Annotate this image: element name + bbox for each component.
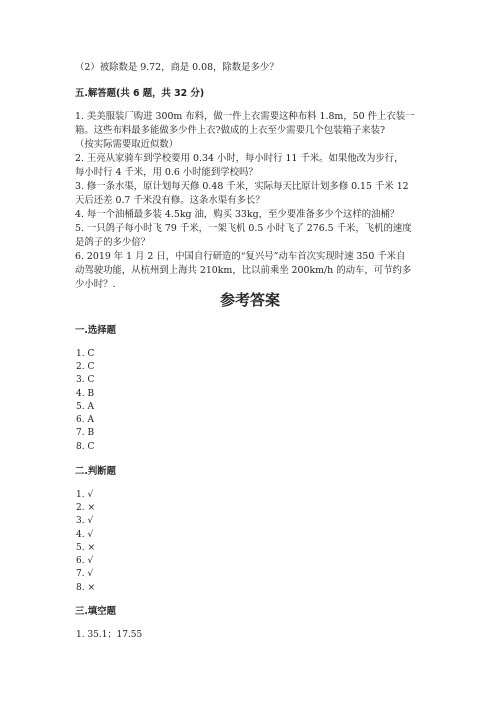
choice-answer: 8. C (76, 442, 95, 452)
choice-answer: 7. B (76, 428, 95, 438)
section-5-heading: 五.解答题(共 6 题，共 32 分) (75, 88, 205, 99)
choice-answer: 2. C (76, 362, 95, 372)
problem-5-line-2: 是鸽子的多少倍？ (75, 237, 151, 248)
problem-3-line-2: 天后还差 0.7 千米没有修。这条水渠有多长？ (75, 195, 265, 206)
judge-answer: 7. √ (76, 569, 94, 579)
judge-answer: 2. × (76, 503, 95, 513)
problem-1-line-1: 1. 美美服装厂购进 300m 布料，做一件上衣需要这种布料 1.8m，50 件上衣装一 (75, 111, 415, 122)
problem-2-line-1: 2. 王亮从家骑车到学校要用 0.34 小时，每小时行 11 千米。如果他改为步行， (75, 153, 404, 164)
judge-heading: 二.判断题 (75, 466, 117, 477)
judge-answer: 4. √ (76, 530, 94, 540)
judge-answer: 6. √ (76, 556, 94, 566)
judge-answer: 5. × (76, 543, 95, 553)
choice-answer: 6. A (76, 415, 94, 425)
choice-answer: 4. B (76, 389, 95, 399)
problem-6-line-3: 少小时？. (75, 279, 116, 290)
judge-answer: 1. √ (76, 490, 94, 500)
choice-answer: 5. A (76, 402, 94, 412)
problem-4-line-1: 4. 每一个油桶最多装 4.5kg 油，购买 33kg，至少要准备多少个这样的油桶？ (75, 209, 400, 220)
answer-title: 参考答案 (219, 291, 280, 309)
choice-answer: 3. C (76, 375, 95, 385)
question-2: （2）被除数是 9.72，商是 0.08，除数是多少？ (75, 62, 279, 73)
judge-answer: 3. √ (76, 516, 94, 526)
problem-6-line-1: 6. 2019 年 1 月 2 日，中国自行研造的“复兴号”动车首次实现时速 350 千米自 (75, 251, 406, 262)
choice-heading: 一.选择题 (75, 325, 117, 336)
problem-2-line-2: 每小时行 4 千米，用 0.6 小时能到学校吗？ (75, 167, 258, 178)
fill-answer: 1. 35.1；17.55 (76, 630, 143, 640)
problem-1-line-3: （按实际需要取近似数） (75, 139, 179, 150)
judge-answer: 8. × (76, 583, 95, 593)
fill-heading: 三.填空题 (75, 606, 117, 617)
problem-3-line-1: 3. 修一条水渠，原计划每天修 0.48 千米，实际每天比原计划多修 0.15 千米 12 (75, 181, 409, 192)
problem-6-line-2: 动驾驶功能，从杭州到上海共 210km，比以前乘坐 200km/h 的动车，可节约多 (75, 265, 412, 276)
problem-5-line-1: 5. 一只鸽子每小时飞 79 千米，一架飞机 0.5 小时飞了 276.5 千米，飞机的速度 (75, 223, 412, 234)
choice-answer: 1. C (76, 349, 95, 359)
problem-1-line-2: 箱。这些布料最多能做多少件上衣?做成的上衣至少需要几个包装箱子来装? (75, 125, 386, 136)
